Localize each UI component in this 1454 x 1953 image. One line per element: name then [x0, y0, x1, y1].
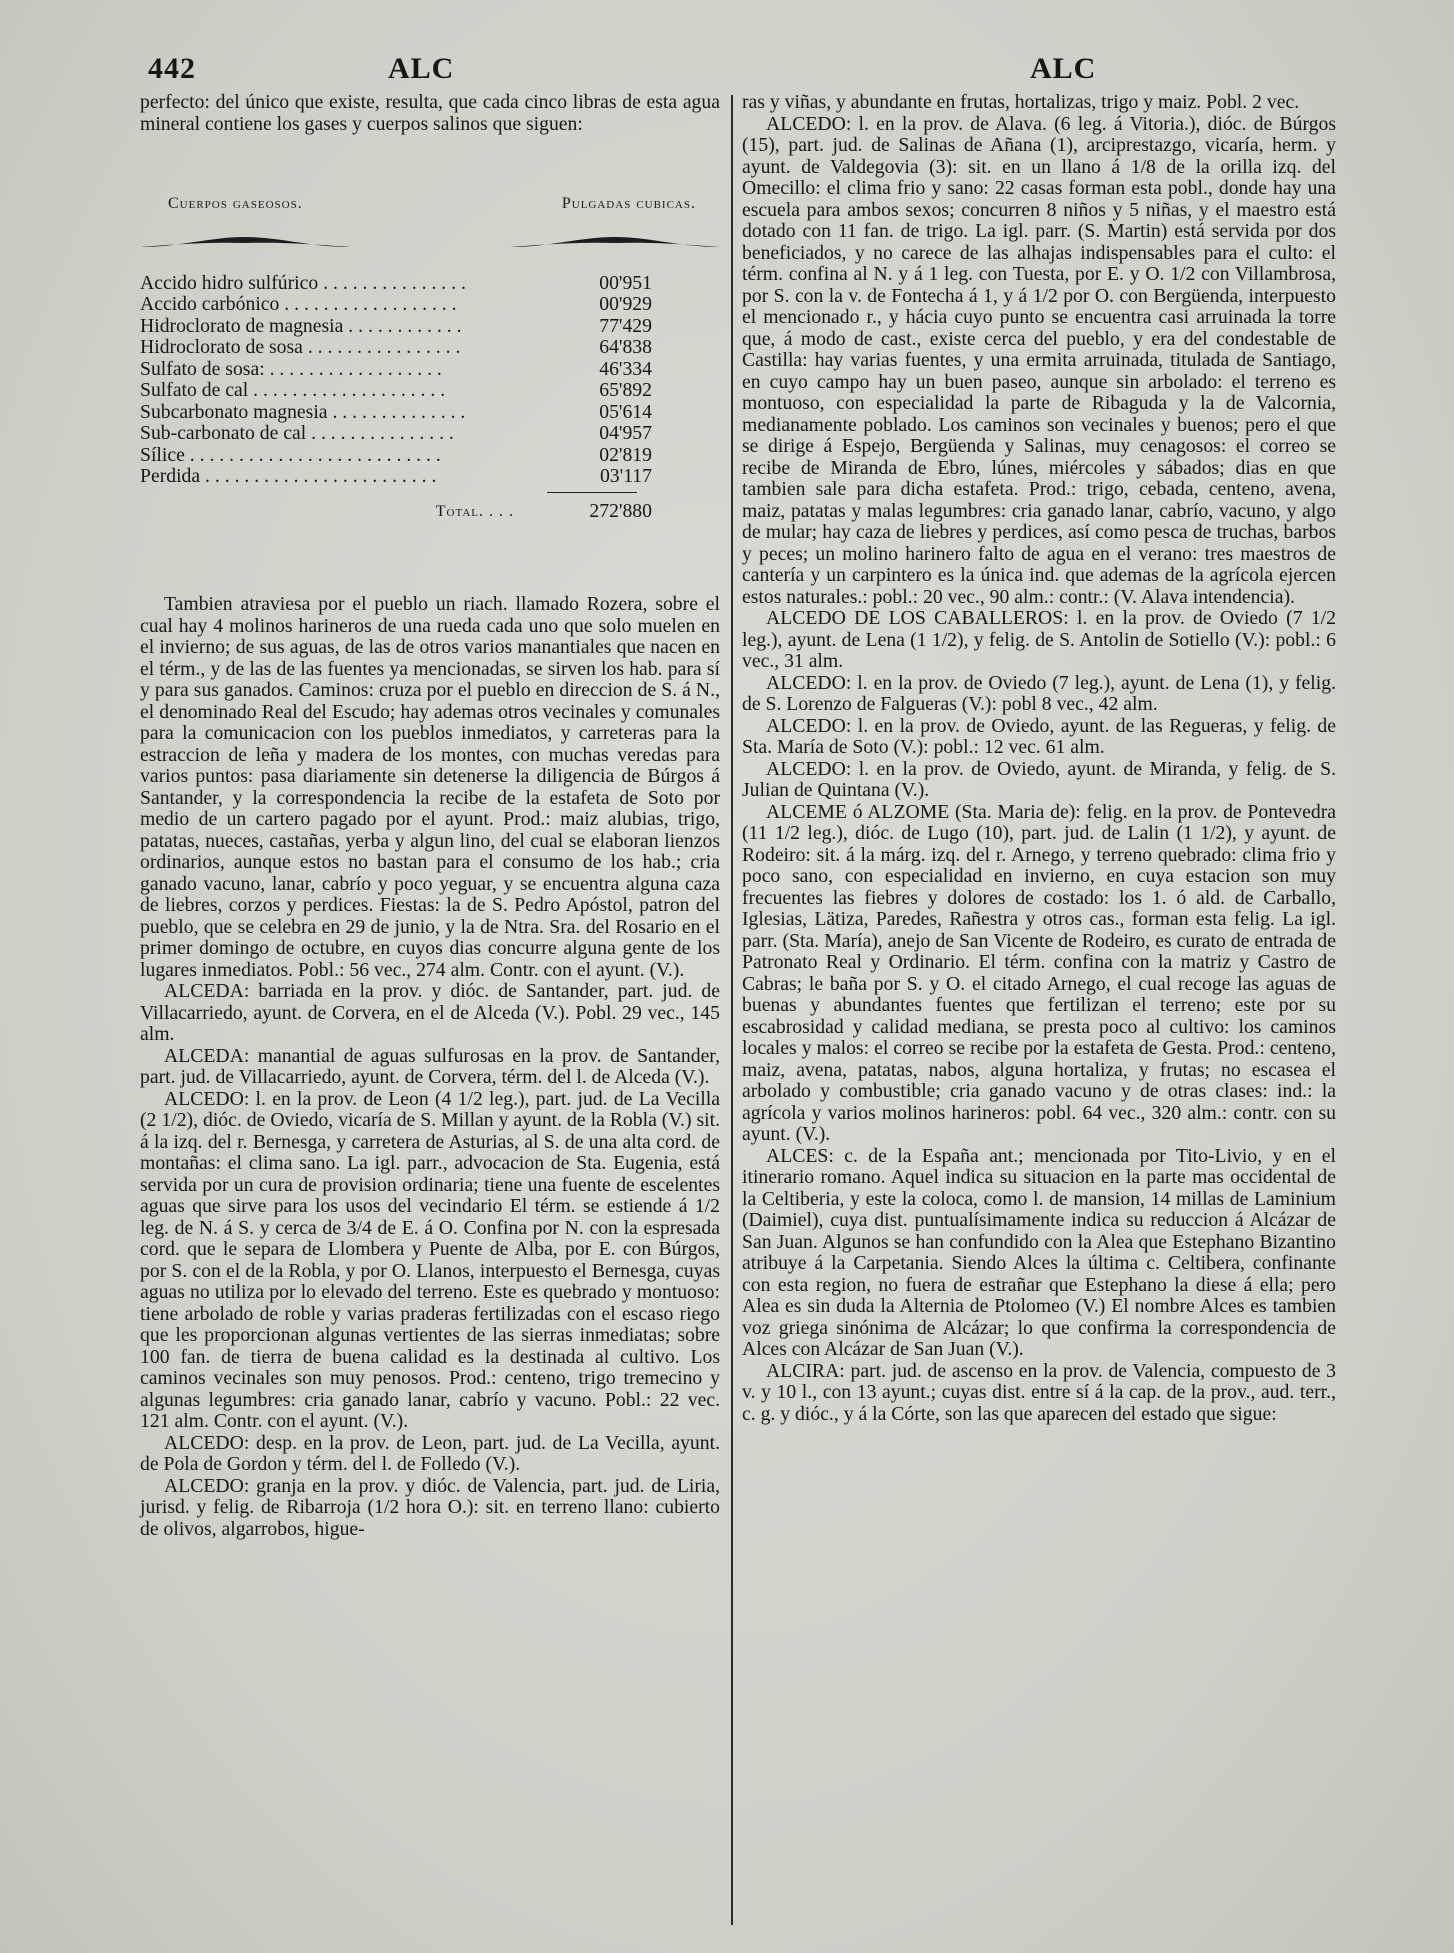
table-row-label: Subcarbonato magnesia . . . . . . . . . . . . . . — [140, 401, 466, 423]
entry-alces: ALCES: c. de la España ant.; mencionada por Tito-Livio, y en el itinerario romano. Aquel indica su situacion en la parte mas occidental de la Celtiberia, y este la coloca, como l. de mansion, 14 millas de Laminium (Daimiel), cuya dist. puntualísimamente indica su reduccion á Alcázar de San Juan. Algunos se han confundido con la Alea que Estephano Bizantino atribuye á la Carpetania. Siendo Alces la última c. Celtibera, confinante con esta region, no fuera de estrañar que Estephano la diese á ella; pero Alea es sin duda la Alternia de Ptolomeo (V.) El nombre Alces es tambien voz griega sinónima de Alcázar; lo que confirma la correspondencia de Alces con Alcázar de San Juan (V.). — [742, 1144, 1336, 1360]
continuation-text: ras y viñas, y abundante en frutas, hortalizas, trigo y maiz. Pobl. 2 vec. — [742, 91, 1300, 113]
total-rule — [547, 492, 637, 493]
right-running-head: ALC — [1030, 52, 1097, 85]
entry-alcedo-miranda: ALCEDO: l. en la prov. de Oviedo, ayunt. de Miranda, y felig. de S. Julian de Quintana (V.). — [742, 757, 1336, 801]
page-number: 442 — [148, 52, 196, 85]
table-row-value: 64'838 — [599, 336, 652, 358]
table-flourishes — [140, 233, 720, 251]
composition-table — [140, 273, 720, 488]
column-divider — [731, 95, 733, 1925]
table-row-label: Sílice . . . . . . . . . . . . . . . . . . . . . . . . . . — [140, 444, 441, 466]
table-row — [140, 359, 720, 381]
table-row — [140, 466, 720, 488]
entry-alcedo-desp: ALCEDO: desp. en la prov. de Leon, part. jud. de La Vecilla, ayunt. de Pola de Gordon y térm. del l. de Folledo (V.). — [140, 1431, 720, 1475]
table-row — [140, 402, 720, 424]
table-row-label: Perdida . . . . . . . . . . . . . . . . . . . . . . . . — [140, 466, 437, 487]
entry-alceda-barriada: ALCEDA: barriada en la prov. y dióc. de Santander, part. jud. de Villacarriedo, ayunt. de Corvera, en el de Alceda (V.). Pobl. 29 vec., 145 alm. — [140, 980, 720, 1045]
entry-alcedo-caballeros: ALCEDO DE LOS CABALLEROS: l. en la prov. de Oviedo (7 1/2 leg.), ayunt. de Lena (1 1/2), y felig. de S. Antolin de Sotiello (V.): pobl.: 6 vec., 31 alm. — [742, 607, 1336, 672]
table-row-label: Accido carbónico . . . . . . . . . . . . . . . . . . — [140, 294, 457, 315]
entry-alcedo-regueras: ALCEDO: l. en la prov. de Oviedo, ayunt. de las Regueras, y felig. de Sta. María de Soto (V.): pobl.: 12 vec. 61 alm. — [742, 714, 1336, 758]
paragraph-rozera: Tambien atraviesa por el pueblo un riach. llamado Rozera, sobre el cual hay 4 molinos harineros de una rueda cada uno que solo muelen en el invierno; de sus aguas, de las de otros varios manantiales que nacen en el térm., y de las de las fuentes ya mencionadas, se sirven los hab. para sí y para sus ganados. Caminos: cruza por el pueblo en direccion de S. á N., el denominado Real del Escudo; hay ademas otros vecinales y comunales para la comunicacion con los pueblos inmediatos, y carreteras para la estraccion de leña y madera de los montes, con muchas veredas para varios puntos: pasa diariamente sin detenerse la diligencia de Búrgos á Santander, y la correspondencia la recibe de la estafeta de Soto por medio de un cartero pagado por el ayunt. Prod.: maiz alubias, trigo, patatas, nueces, castañas, yerba y algun lino, del cual se elaboran lienzos ordinarios, aunque estos no bastan para el consumo de los hab.; cria ganado vacuno, lanar, cabrío y poco yeguar, y se encuentra alguna caza de liebres, corzos y perdices. Fiestas: la de S. Pedro Apóstol, patron del pueblo, que se celebra en 29 de junio, y la de Ntra. Sra. del Rosario en el primer domingo de octubre, en cuyos dias concurre alguna gente de los lugares inmediatos. Pobl.: 56 vec., 274 alm. Contr. con el ayunt. (V.). — [140, 593, 720, 981]
table-row — [140, 294, 720, 316]
table-row-value: 65'892 — [599, 379, 652, 401]
table-row — [140, 337, 720, 359]
intro-text: perfecto: del único que existe, resulta, que cada cinco libras de esta agua mineral contiene los gases y cuerpos salinos que siguen: — [140, 91, 720, 135]
table-row-label: Accido hidro sulfúrico . . . . . . . . . . . . . . . — [140, 272, 466, 294]
table-header-pulgadas: Pulgadas cubicas. — [561, 195, 696, 212]
table-row-value: 77'429 — [599, 314, 652, 337]
table-header — [140, 193, 720, 215]
flourish-ornament-left — [140, 233, 350, 251]
flourish-ornament-right — [510, 233, 720, 251]
table-row-value: 04'957 — [599, 422, 652, 444]
table-row-label: Sulfato de cal . . . . . . . . . . . . . . . . . . . . — [140, 380, 446, 401]
left-running-head: ALC — [388, 52, 455, 85]
table-row-label: Sub-carbonato de cal . . . . . . . . . . . . . . . — [140, 423, 454, 444]
right-column — [742, 92, 1336, 1425]
table-row — [140, 423, 720, 445]
entry-alcedo-leon: ALCEDO: l. en la prov. de Leon (4 1/2 leg.), part. jud. de La Vecilla (2 1/2), dióc. de Oviedo, vicaría de S. Millan y ayunt. de la Robla (V.) sit. á la izq. del r. Bernesga, y carretera de Asturias, al S. de una alta cord. de montañas: el clima sano. La igl. parr., advocacion de Sta. Eugenia, está servida por un cura de provision ordinaria; tiene una fuente de escelentes aguas que sirve para los usos del vecindario El térm. se estiende á 1/2 leg. de N. á S. y cerca de 3/4 de E. á O. Confina por N. con la espresada cord. que le separa de Llombera y Puente de Alba, por E. con Búrgos, por S. con el de la Robla, y por O. Llanos, interpuesto el Bernesga, cuyas aguas no utiliza por lo elevado del terreno. Este es quebrado y montuoso: tiene arbolado de roble y varias praderas fertilizadas con el escaso riego que les proporcionan algunas vertientes de las sierras inmediatas; sobre 100 fan. de tierra de buena calidad es la destinada al cultivo. Los caminos vecinales son muy penosos. Prod.: centeno, trigo tremecino y algunas legumbres: cria ganado lanar, cabrío y vacuno. Pobl.: 22 vec. 121 alm. Contr. con el ayunt. (V.). — [140, 1087, 720, 1432]
total-row — [140, 501, 720, 523]
entry-alcedo-alava: ALCEDO: l. en la prov. de Alava. (6 leg. á Vitoria.), dióc. de Búrgos (15), part. jud. de Salinas de Añana (1), arciprestazgo, vicaría, herm. y ayunt. de Valdegovia (3): sit. en un llano á 1/8 de la orilla izq. del Omecillo: el clima frio y sano: 22 casas forman esta pobl., donde hay una escuela para ambos sexos; concurren 8 niños y 5 niñas, y el maestro está dotado con 11 fan. de trigo. La igl. parr. (S. Martin) está servida por dos beneficiados, y no carece de las alhajas indispensables para el culto: el térm. confina al N. y á 1 leg. con Tuesta, por E. y O. 1/2 con Villambrosa, por S. con la v. de Fontecha á 1, y á 1/2 por O. con Bergüenda, interpuesto el mencionado r., y hácia cuyo punto se encuentra casi arruinada la torre que, á modo de cast., existe cerca del pueblo, y era del condestable de Castilla: hay varias fuentes, y una ermita arruinada, titulada de Santiago, en cuyo campo hay un buen paseo, aunque sin arbolado: el terreno es montuoso, con especialidad la parte de Ribaguda y la de Valcornia, medianamente poblado. Los caminos son vecinales y buenos; pero el que se dirige á Espejo, Bergüenda y Salinas, muy cenagosos: el correo se recibe de Miranda de Ebro, lúnes, miércoles y sábados; dias en que tambien sale para dicha estafeta. Prod.: trigo, cebada, centeno, avena, maiz, patatas y malas legumbres: cria ganado lanar, cabrío, vacuno, y algo de mular; hay caza de liebres y perdices, así como pesca de truchas, barbos y peces; un molino harinero falto de agua en el verano: tres maestros de cantería y un carpintero es la única ind. que ademas de la agrícola ejercen estos naturales.: pobl.: 20 vec., 90 alm.: contr.: (V. Alava intendencia). — [742, 112, 1336, 608]
table-row — [140, 316, 720, 338]
left-column — [140, 92, 720, 1540]
table-row — [140, 273, 720, 295]
table-row-value: 00'951 — [599, 271, 652, 294]
table-row-value: 03'117 — [599, 465, 652, 487]
table-row-label: Hidroclorato de magnesia . . . . . . . . . . . . — [140, 315, 462, 337]
table-header-gases: Cuerpos gaseosos. — [168, 195, 303, 212]
entry-alceda-manantial: ALCEDA: manantial de aguas sulfurosas en la prov. de Santander, part. jud. de Villacarriedo, ayunt. de Corvera, térm. del l. de Alceda (V.). — [140, 1044, 720, 1088]
total-value: 272'880 — [589, 499, 652, 522]
entry-alcira: ALCIRA: part. jud. de ascenso en la prov. de Valencia, compuesto de 3 v. y 10 l., con 13 ayunt.; cuyas dist. entre sí á la cap. de la prov., aud. terr., c. g. y dióc., y á la Córte, son las que aparecen del estado que sigue: — [742, 1359, 1336, 1425]
total-label: Total. . . . — [435, 502, 514, 520]
table-row-value: 02'819 — [599, 443, 652, 466]
table-row-value: 05'614 — [599, 400, 652, 423]
table-row-value: 00'929 — [599, 293, 652, 315]
table-row — [140, 380, 720, 402]
table-row-value: 46'334 — [599, 357, 652, 380]
table-row-label: Hidroclorato de sosa . . . . . . . . . . . . . . . . — [140, 337, 461, 358]
table-row — [140, 445, 720, 467]
table-row-label: Sulfato de sosa: . . . . . . . . . . . . . . . . . . — [140, 358, 442, 380]
entry-alcedo-lena: ALCEDO: l. en la prov. de Oviedo (7 leg.), ayunt. de Lena (1), y felig. de S. Lorenzo de Falgueras (V.): pobl 8 vec., 42 alm. — [742, 671, 1336, 715]
entry-alcedo-granja: ALCEDO: granja en la prov. y dióc. de Valencia, part. jud. de Liria, jurisd. y felig. de Ribarroja (1/2 hora O.): sit. en terreno llano: cubierto de olivos, algarrobos, higue- — [140, 1474, 720, 1540]
entry-alceme: ALCEME ó ALZOME (Sta. Maria de): felig. en la prov. de Pontevedra (11 1/2 leg.), dióc. de Lugo (10), part. jud. de Lalin (1 1/2), y ayunt. de Rodeiro: sit. á la márg. izq. del r. Arnego, y terreno quebrado: clima frio y poco sano, con especialidad en invierno, en cuya estacion son muy frecuentes las fiebres y dolores de costado: los 1. ó ald. de Carballo, Iglesias, Lätiza, Paredes, Rañestra y otros cas., forman esta felig. La igl. parr. (Sta. María), anejo de San Vicente de Rodeiro, es curato de entrada de Patronato Real y Ordinario. El térm. confina con la matriz y Castro de Cabras; le baña por S. y O. el citado Arnego, el cual recoge las aguas de buenas y abundantes fuentes que fertilizan el terreno; este por su escabrosidad y calidad mediana, se presta poco al cultivo: los caminos locales y malos: el correo se recibe por la estafeta de Gesta. Prod.: centeno, maiz, avena, patatas, nabos, alguna hortaliza, y frutas; no escasea el arbolado y combustible; cria ganado vacuno y de otras clases: ind.: la agrícola y varios molinos harineros: pobl. 64 vec., 320 alm.: contr. con su ayunt. (V.). — [742, 800, 1336, 1145]
